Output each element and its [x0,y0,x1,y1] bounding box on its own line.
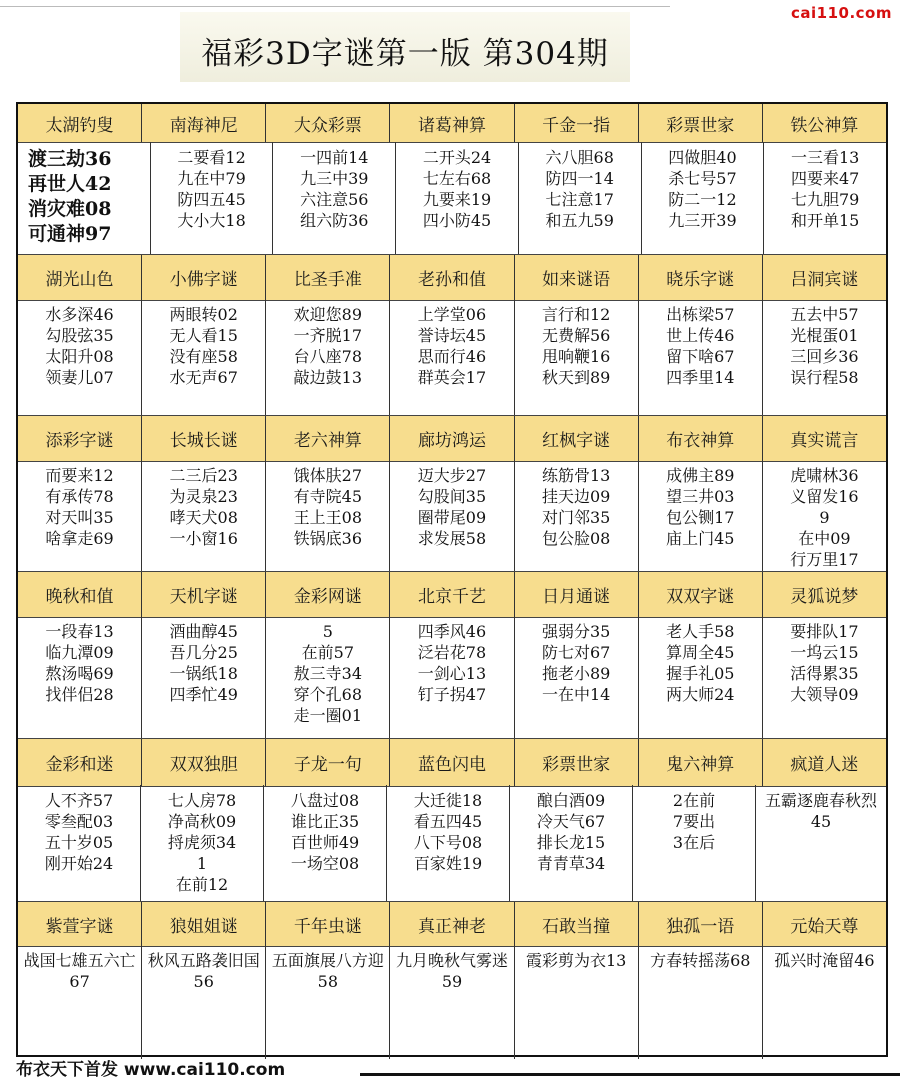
riddle-line: 水无声67 [169,368,238,387]
riddle-cell [18,299,142,415]
riddle-line: 义留发16 [790,487,859,506]
riddle-line: 敲边鼓13 [293,368,363,387]
column-header: 真实谎言 [790,431,859,451]
riddle-line: 而要来12 [45,466,114,485]
riddle-line: 两大师24 [666,685,735,704]
riddle-line: 五面旗展八方迎58 [271,951,384,991]
column-header: 南海神尼 [142,104,266,142]
riddle-line: 酒曲醇45 [169,622,238,641]
riddle-line: 防二一12 [668,190,737,209]
riddle-line: 和五九59 [545,211,614,230]
riddle-line: 防四一14 [545,169,614,188]
column-header: 千金一指 [515,104,639,142]
column-header: 太湖钓叟 [18,104,142,142]
header-row [18,571,886,618]
footer-credit: 布衣天下首发 www.cai110.com [16,1060,286,1080]
riddle-line: 挂天边09 [541,487,611,506]
riddle-cell [151,142,274,254]
riddle-line: 有承传78 [45,487,114,506]
riddle-line: 王上王08 [293,508,363,527]
riddle-line: 冷天气67 [536,812,606,831]
riddle-line: 二要看12 [177,148,246,167]
riddle-line: 排长龙15 [536,833,606,852]
riddle-line: 一剑心13 [417,664,487,683]
riddle-line: 在前57 [301,643,355,662]
riddle-line: 穿个孔68 [293,685,363,704]
header-row [18,901,886,947]
riddle-line: 二三后23 [169,466,238,485]
riddle-line: 四季里14 [666,368,735,387]
riddle-line: 八下号08 [413,833,483,852]
column-header: 日月通谜 [515,572,639,617]
riddle-cell [642,142,765,254]
riddle-cell [273,142,396,254]
riddle-line: 有寺院45 [293,487,363,506]
riddle-cell [515,460,639,571]
riddle-cell [633,785,756,901]
column-header: 如来谜语 [515,255,639,300]
riddle-cell [519,142,642,254]
riddle-cell [142,945,266,1059]
riddle-line: 消灾难08 [28,198,112,220]
column-header: 紫萱字谜 [18,902,142,946]
riddle-line: 和开单15 [790,211,860,230]
riddle-line: 誉诗坛45 [417,326,487,345]
riddle-line: 百世师49 [290,833,360,852]
riddle-line: 练筋骨13 [541,466,611,485]
riddle-line: 防七对67 [541,643,611,662]
riddle-line: 战国七雄五六亡67 [23,951,136,991]
riddle-line: 走一圈01 [293,706,363,725]
riddle-line: 再世人42 [28,173,112,195]
column-header: 比圣手准 [266,255,390,300]
riddle-line: 四要来47 [790,169,860,188]
riddle-line: 刚开始24 [44,854,114,873]
riddle-line: 言行和12 [541,305,611,324]
riddle-cell [141,785,264,901]
column-header: 狼姐姐谜 [142,902,266,946]
riddle-line: 世上传46 [666,326,735,345]
content-row [18,299,886,415]
riddle-line: 秋天到89 [541,368,611,387]
column-header: 湖光山色 [18,255,142,300]
riddle-line: 5 [322,622,333,641]
riddle-line: 要排队17 [790,622,859,641]
riddle-cell [390,460,514,571]
riddle-line: 七九胆79 [790,190,860,209]
content-row [18,945,886,1059]
riddle-cell [142,460,266,571]
riddle-line: 九在中79 [177,169,246,188]
column-header: 老六神算 [266,416,390,461]
column-header: 双双字谜 [639,572,763,617]
riddle-line: 算周全45 [666,643,735,662]
column-header: 彩票世家 [639,104,763,142]
footer-divider [360,1073,900,1076]
riddle-cell [515,299,639,415]
column-header: 真正神老 [390,902,514,946]
riddle-cell [510,785,633,901]
riddle-line: 拖老小89 [541,664,611,683]
column-header: 廊坊鸿运 [390,416,514,461]
riddle-line: 活得累35 [790,664,859,683]
content-row [18,785,886,901]
riddle-line: 强弱分35 [541,622,611,641]
riddle-cell [266,616,390,738]
riddle-cell [763,460,886,571]
riddle-line: 渡三劫36 [28,148,112,170]
riddle-line: 六注意56 [300,190,369,209]
riddle-line: 在中09 [798,529,851,548]
riddle-line: 五十岁05 [44,833,114,852]
riddle-line: 虎啸林36 [790,466,859,485]
riddle-cell [142,299,266,415]
riddle-line: 一场空08 [290,854,360,873]
riddle-cell [639,616,763,738]
riddle-line: 哮天犬08 [169,508,238,527]
content-row [18,142,886,254]
title-banner [180,12,630,82]
column-header: 添彩字谜 [18,416,142,461]
riddle-cell [763,616,886,738]
riddle-line: 一四前14 [300,148,369,167]
riddle-line: 包公脸08 [541,529,611,548]
riddle-line: 求发展58 [417,529,487,548]
riddle-line: 方春转摇荡68 [650,951,751,970]
riddle-line: 太阳升08 [45,347,114,366]
riddle-line: 勾股间35 [417,487,487,506]
riddle-line: 一段春13 [45,622,114,641]
riddle-line: 净高秋09 [167,812,237,831]
riddle-line: 捋虎须34 [167,833,237,852]
riddle-line: 杀七号57 [668,169,737,188]
riddle-line: 啥拿走69 [45,529,114,548]
riddle-cell [18,460,142,571]
riddle-line: 九三开39 [668,211,737,230]
column-header: 金彩网谜 [266,572,390,617]
riddle-line: 组六防36 [300,211,369,230]
column-header: 吕洞宾谜 [790,270,859,290]
riddle-line: 二开头24 [422,148,492,167]
riddle-cell [387,785,510,901]
riddle-line: 一小窗16 [169,529,238,548]
riddle-line: 一齐脱17 [293,326,363,345]
riddle-line: 七注意17 [545,190,614,209]
header-row [18,415,886,462]
riddle-line: 防四五45 [177,190,246,209]
column-header: 诸葛神算 [390,104,514,142]
riddle-line: 成佛主89 [666,466,735,485]
riddle-line: 秋风五路袭旧国56 [147,951,260,991]
riddle-line: 行万里17 [790,550,859,569]
column-header: 老孙和值 [390,255,514,300]
riddle-line: 对天叫35 [45,508,114,527]
riddle-cell [266,299,390,415]
riddle-line: 饿体肤27 [293,466,363,485]
riddle-line: 一坞云15 [790,643,859,662]
riddle-line: 一在中14 [541,685,611,704]
riddle-line: 一三看13 [790,148,860,167]
header-row [18,254,886,301]
column-header: 独孤一语 [639,902,763,946]
riddle-cell [390,945,514,1059]
riddle-cell [264,785,387,901]
riddle-line: 孤兴时淹留46 [774,951,875,970]
riddle-line: 留下啥67 [666,347,735,366]
riddle-line: 四小防45 [422,211,492,230]
riddle-cell [763,299,886,415]
riddle-cell [266,460,390,571]
column-header: 晚秋和值 [18,572,142,617]
riddle-line: 无人看15 [169,326,238,345]
riddle-line: 敖三寺34 [293,664,363,683]
riddle-line: 光棍蛋01 [790,326,859,345]
riddle-line: 勾股弦35 [45,326,114,345]
riddle-cell [142,616,266,738]
riddle-line: 五霸逐鹿春秋烈45 [764,791,877,831]
header-row [18,104,886,143]
riddle-line: 大迁徙18 [413,791,483,810]
riddle-line: 看五四45 [413,812,483,831]
riddle-line: 上学堂06 [417,305,487,324]
riddle-cell [18,945,142,1059]
riddle-line: 误行程58 [790,368,859,387]
riddle-line: 四做胆40 [668,148,737,167]
riddle-line: 酿白酒09 [536,791,606,810]
column-header: 鬼六神算 [639,739,763,786]
column-header: 彩票世家 [515,739,639,786]
content-row [18,616,886,738]
riddle-cell [18,616,142,738]
riddle-line: 熬汤喝69 [45,664,114,683]
riddle-line: 2在前 [672,791,716,810]
riddle-line: 台八座78 [293,347,363,366]
column-header: 千年虫谜 [266,902,390,946]
riddle-table [16,102,888,1057]
riddle-line: 霞彩剪为衣13 [525,951,627,970]
riddle-line: 找伴侣28 [45,685,114,704]
riddle-line: 泛岩花78 [417,643,487,662]
riddle-cell [390,616,514,738]
riddle-line: 两眼转02 [169,305,238,324]
riddle-line: 零叁配03 [44,812,114,831]
riddle-line: 六八胆68 [545,148,614,167]
column-header: 灵狐说梦 [790,587,859,607]
column-header: 红枫字谜 [515,416,639,461]
riddle-line: 思而行46 [417,347,487,366]
riddle-cell [639,299,763,415]
column-header: 布衣神算 [639,416,763,461]
riddle-line: 七左右68 [422,169,492,188]
header-row [18,738,886,787]
site-logo[interactable]: cai110.com [791,4,892,22]
riddle-line: 谁比正35 [290,812,360,831]
riddle-line: 八盘过08 [290,791,360,810]
column-header: 大众彩票 [266,104,390,142]
riddle-line: 没有座58 [169,347,238,366]
riddle-line: 握手礼05 [666,664,735,683]
column-header: 北京千艺 [390,572,514,617]
riddle-cell [764,142,886,254]
riddle-line: 为灵泉23 [169,487,238,506]
riddle-line: 在前12 [175,875,229,894]
riddle-line: 圈带尾09 [417,508,487,527]
riddle-cell [639,460,763,571]
riddle-line: 3在后 [672,833,716,852]
riddle-line: 庙上门45 [666,529,735,548]
riddle-cell [515,616,639,738]
riddle-line: 1 [196,854,208,873]
column-header: 元始天尊 [790,916,859,937]
riddle-line: 人不齐57 [44,791,114,810]
column-header: 双双独胆 [142,739,266,786]
column-header: 长城长谜 [142,416,266,461]
column-header: 子龙一句 [266,739,390,786]
riddle-cell [18,785,141,901]
page-title: 福彩3D字谜第一版 第304期 [201,36,609,72]
column-header: 疯道人迷 [790,755,859,775]
column-header: 金彩和迷 [18,739,142,786]
top-divider [0,6,670,7]
riddle-line: 包公铡17 [666,508,735,527]
riddle-line: 领妻儿07 [45,368,114,387]
riddle-line: 一锅纸18 [169,664,238,683]
riddle-cell [763,945,886,1059]
riddle-line: 7要出 [672,812,716,831]
riddle-line: 可通神97 [28,223,112,245]
riddle-line: 大小大18 [177,211,246,230]
riddle-line: 四季风46 [417,622,487,641]
riddle-line: 铁锅底36 [293,529,363,548]
riddle-cell [18,142,151,254]
riddle-line: 9 [819,508,830,527]
riddle-line: 老人手58 [666,622,735,641]
riddle-line: 七人房78 [167,791,237,810]
riddle-line: 九月晚秋气雾迷59 [395,951,508,991]
column-header: 蓝色闪电 [390,739,514,786]
riddle-line: 无费解56 [541,326,611,345]
column-header: 晓乐字谜 [639,255,763,300]
column-header: 石敢当撞 [515,902,639,946]
riddle-cell [515,945,639,1059]
riddle-line: 九要来19 [422,190,492,209]
riddle-line: 青青草34 [536,854,606,873]
riddle-cell [266,945,390,1059]
riddle-line: 三回乡36 [790,347,859,366]
riddle-line: 大领导09 [790,685,859,704]
riddle-cell [390,299,514,415]
riddle-line: 五去中57 [790,305,859,324]
riddle-line: 甩响鞭16 [541,347,611,366]
riddle-line: 九三中39 [300,169,369,188]
riddle-line: 群英会17 [417,368,487,387]
riddle-line: 吾几分25 [169,643,238,662]
riddle-cell [639,945,763,1059]
riddle-line: 出栋梁57 [666,305,735,324]
riddle-line: 水多深46 [45,305,114,324]
riddle-line: 四季忙49 [169,685,238,704]
riddle-line: 百家姓19 [413,854,483,873]
riddle-line: 迈大步27 [417,466,487,485]
riddle-line: 临九潭09 [45,643,114,662]
column-header: 铁公神算 [790,115,859,136]
riddle-line: 欢迎您89 [293,305,363,324]
column-header: 天机字谜 [142,572,266,617]
column-header: 小佛字谜 [142,255,266,300]
riddle-line: 钉子拐47 [417,685,487,704]
riddle-line: 对门邻35 [541,508,611,527]
riddle-cell [396,142,519,254]
content-row [18,460,886,571]
riddle-cell [756,785,886,901]
riddle-line: 望三井03 [666,487,735,506]
